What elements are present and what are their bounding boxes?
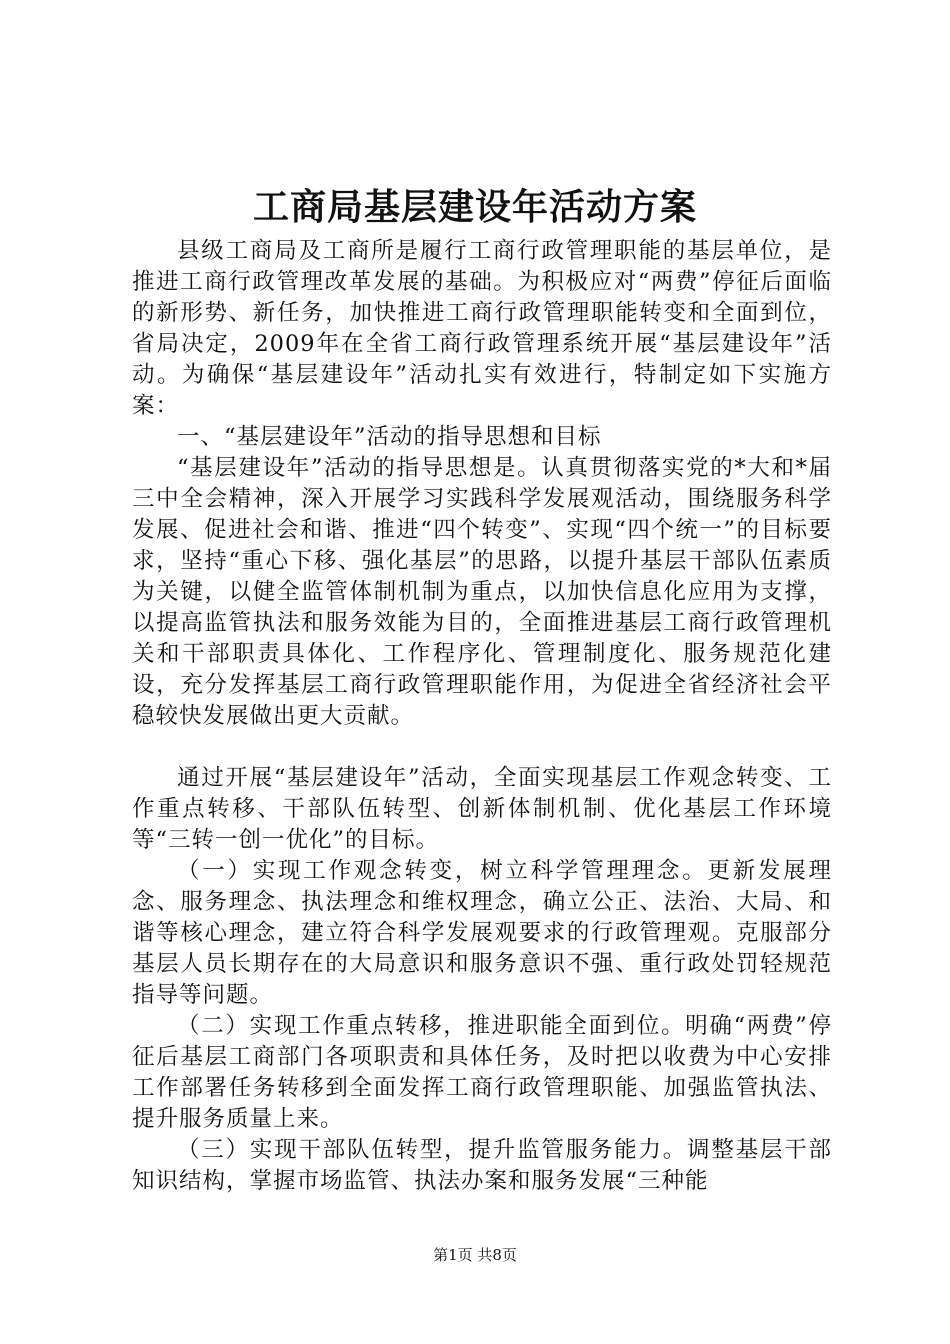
paragraph-item-2: （二）实现工作重点转移，推进职能全面到位。明确“两费”停征后基层工商部门各项职责和具体任务，及时把以收费为中心安排工作部署任务转移到全面发挥工商行政管理职能、加强监管执法、提升服务质量上来。 — [132, 1013, 832, 1132]
paragraph-goals: 通过开展“基层建设年”活动，全面实现基层工作观念转变、工作重点转移、干部队伍转型、创新体制机制、优化基层工作环境等“三转一创一优化”的目标。 — [132, 765, 832, 853]
document-title: 工商局基层建设年活动方案 — [252, 186, 697, 228]
paragraph-intro: 县级工商局及工商所是履行工商行政管理职能的基层单位，是推进工商行政管理改革发展的基础。为积极应对“两费”停征后面临的新形势、新任务，加快推进工商行政管理职能转变和全面到位，省局决定，2009年在全省工商行政管理系统开展“基层建设年”活动。为确保“基层建设年”活动扎实有效进行，特制定如下实施方案： — [132, 238, 832, 419]
paragraph-item-1: （一）实现工作观念转变，树立科学管理理念。更新发展理念、服务理念、执法理念和维权理念，确立公正、法治、大局、和谐等核心理念，建立符合科学发展观要求的行政管理观。克服部分基层人员长期存在的大局意识和服务意识不强、重行政处罚轻规范指导等问题。 — [132, 858, 832, 1008]
page-footer: 第1页 共8页 — [433, 1246, 517, 1264]
section-heading-1: 一、“基层建设年”活动的指导思想和目标 — [177, 424, 602, 450]
document-body — [132, 236, 832, 1197]
paragraph-guiding-thought: “基层建设年”活动的指导思想是。认真贯彻落实党的*大和*届三中全会精神，深入开展学习实践科学发展观活动，围绕服务科学发展、促进社会和谐、推进“四个转变”、实现“四个统一”的目标要求，坚持“重心下移、强化基层”的思路，以提升基层干部队伍素质为关键，以健全监管体制机制为重点，以加快信息化应用为支撑，以提高监管执法和服务效能为目的，全面推进基层工商行政管理机关和干部职责具体化、工作程序化、管理制度化、服务规范化建设，充分发挥基层工商行政管理职能作用，为促进全省经济社会平稳较快发展做出更大贡献。 — [132, 455, 832, 729]
paragraph-item-3: （三）实现干部队伍转型，提升监管服务能力。调整基层干部知识结构，掌握市场监管、执法办案和服务发展“三种能 — [132, 1137, 832, 1194]
